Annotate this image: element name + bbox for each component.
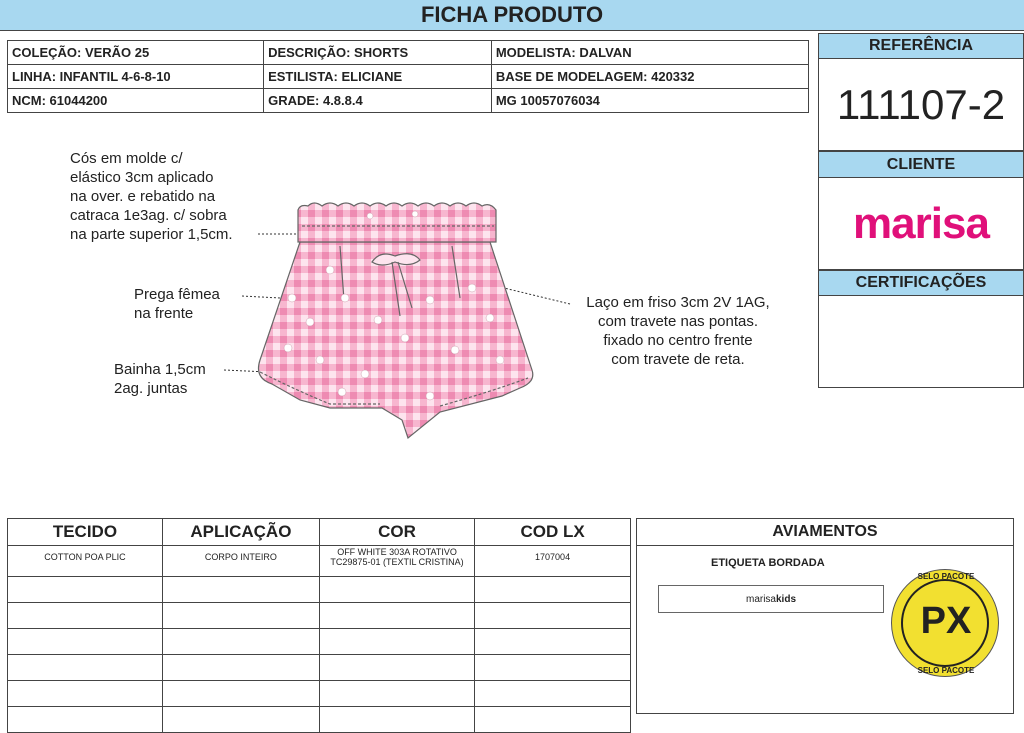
table-row <box>8 681 631 707</box>
table-row <box>8 603 631 629</box>
cell-cod-lx: 1707004 <box>475 546 631 577</box>
etiqueta-brand: marisa <box>745 593 776 605</box>
table-row <box>8 577 631 603</box>
annotation-line: fixado no centro frente <box>603 332 753 349</box>
cell-aplicacao: CORPO INTEIRO <box>162 546 319 577</box>
table-row <box>8 546 631 577</box>
selo-pacote-seal <box>891 569 999 677</box>
info-estilista: ESTILISTA: ELICIANE <box>264 65 492 89</box>
info-base-modelagem: BASE DE MODELAGEM: 420332 <box>491 65 808 89</box>
etiqueta-label: ETIQUETA BORDADA <box>711 557 825 569</box>
info-colecao: COLEÇÃO: VERÃO 25 <box>8 41 264 65</box>
info-linha: LINHA: INFANTIL 4-6-8-10 <box>8 65 264 89</box>
annotation-line: com travete nas pontas. <box>597 313 759 330</box>
cell-cor-line: OFF WHITE 303A ROTATIVO <box>337 547 457 557</box>
col-tecido: TECIDO <box>8 519 163 546</box>
etiqueta-brand-bold: kids <box>776 593 797 605</box>
annotation-line: Laço em friso 3cm 2V 1AG, <box>586 294 770 311</box>
certificacoes-header: CERTIFICAÇÕES <box>818 270 1024 296</box>
table-row <box>8 629 631 655</box>
seal-bottom-text: SELO PACOTE <box>917 666 975 675</box>
annotation-line: catraca 1e3ag. c/ sobra <box>70 207 227 224</box>
annotation-line: na parte superior 1,5cm. <box>70 226 233 243</box>
aviamentos-box <box>636 518 1014 714</box>
fabric-table <box>7 518 631 733</box>
cell-tecido: COTTON POA PLIC <box>8 546 163 577</box>
annotation-line: Bainha 1,5cm <box>114 361 206 378</box>
cell-cor-line: TC29875-01 (TEXTIL CRISTINA) <box>330 557 464 567</box>
cell-cor <box>319 546 474 577</box>
info-ncm: NCM: 61044200 <box>8 89 264 113</box>
table-row <box>8 707 631 733</box>
info-mg: MG 10057076034 <box>491 89 808 113</box>
info-grade: GRADE: 4.8.8.4 <box>264 89 492 113</box>
marisa-logo: marisa <box>853 198 989 248</box>
col-aplicacao: APLICAÇÃO <box>162 519 319 546</box>
referencia-header: REFERÊNCIA <box>818 33 1024 59</box>
annotation-line: na frente <box>134 305 194 322</box>
annotation-line: Cós em molde c/ <box>70 150 183 167</box>
annotation-line: Prega fêmea <box>134 286 220 303</box>
page-title: FICHA PRODUTO <box>0 0 1024 31</box>
seal-center-text: PX <box>920 600 972 642</box>
info-modelista: MODELISTA: DALVAN <box>491 41 808 65</box>
cliente-header: CLIENTE <box>818 151 1024 178</box>
col-cor: COR <box>319 519 474 546</box>
seal-top-text: SELO PACOTE <box>917 572 975 581</box>
aviamentos-title: AVIAMENTOS <box>637 519 1013 546</box>
annotation-line: 2ag. juntas <box>114 380 188 397</box>
info-descricao: DESCRIÇÃO: SHORTS <box>264 41 492 65</box>
etiqueta-sample <box>658 585 884 613</box>
table-row <box>8 655 631 681</box>
annotation-line: na over. e rebatido na <box>70 188 216 205</box>
annotation-line: com travete de reta. <box>611 351 745 368</box>
annotation-line: elástico 3cm aplicado <box>70 169 214 186</box>
referencia-number: 111107-2 <box>818 59 1024 151</box>
col-cod-lx: COD LX <box>475 519 631 546</box>
